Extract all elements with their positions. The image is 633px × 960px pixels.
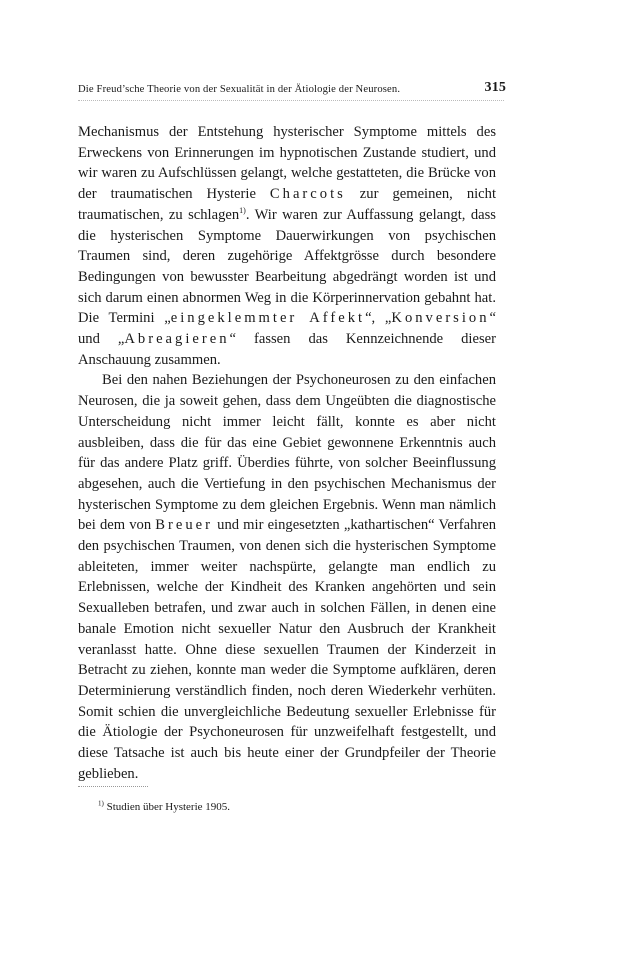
- footnote-text: Studien über Hysterie 1905.: [103, 801, 231, 813]
- text-run: . Wir waren zur Auffassung gelangt, dass die hysterischen Symptome Dauerwirkungen von psychischen Traumen sind, deren zugehörige Affektgrösse durch besondere Bedingungen von bewusster Bearbeitung abgedrängt worden ist und sich darum einen abnormen Weg in die Körperinnervation gebahnt hat. Die Termini „: [78, 206, 496, 327]
- term-konversion: Konversion: [391, 310, 490, 327]
- running-title: Die Freud’sche Theorie von der Sexualität in der Ätiologie der Neurosen.: [78, 84, 401, 95]
- term-eingeklemmter-affekt: eingeklemmter Affekt: [170, 310, 366, 327]
- name-breuer: Breuer: [155, 517, 213, 534]
- name-charcot: Charcots: [269, 186, 346, 203]
- text-run: und mir eingesetzten „kathartischen“ Verfahren den psychischen Traumen, von denen sich die hysterischen Symptome ableiteten, immer weiter nachspürte, gelangte man endlich zu Erlebnissen, welche der Kindheit des Kranken angehörten und sein Sexualleben betrafen, und zwar auch in solchen Fällen, in denen eine banale Emotion nicht sexueller Natur den Ausbruch der Krankheit veranlasst hatte. Ohne diese sexuellen Traumen der Kinderzeit in Betracht zu ziehen, konnte man weder die Symptome aufklären, deren Determinierung verständlich finden, noch deren Wiederkehr verhüten. Somit schien die unvergleichliche Bedeutung sexueller Erlebnisse für die Ätiologie der Psychoneurosen für unzweifelhaft festgestellt, und diese Tatsache ist auch bis heute einer der Grundpfeiler der Theorie geblieben.: [78, 517, 496, 782]
- text-run: “ und „: [78, 310, 496, 348]
- text-run: Bei den nahen Beziehungen der Psychoneurosen zu den einfachen Neurosen, die ja soweit gehen, dass dem Ungeübten die diagnostische Unterscheidung nicht immer leicht fällt, konnte es aber nicht ausbleiben, dass die für das eine Gebiet gewonnene Erkenntnis auch für das andere Platz griff. Überdies führte, von solcher Beeinflussung abgesehen, auch die Vertiefung in den psychischen Mechanismus der hysterischen Symptome zu dem gleichen Ergebnis. Wenn man nämlich bei dem von: [78, 372, 496, 534]
- paragraph-2: [78, 370, 496, 784]
- text-run: “ fassen das Kennzeichnende dieser Anschauung zusammen.: [78, 331, 496, 368]
- page-number: 315: [484, 80, 506, 95]
- footnote-marker: 1): [98, 799, 104, 808]
- footnote-rule: [78, 786, 148, 787]
- paragraph-1: [78, 122, 496, 370]
- header-rule: [78, 100, 504, 102]
- body-text: [78, 122, 496, 785]
- term-abreagieren: Abreagieren: [124, 331, 230, 348]
- footnote: [98, 801, 230, 814]
- footnote-reference: 1): [239, 205, 246, 215]
- running-header: [78, 80, 506, 95]
- text-run: Mechanismus der Entstehung hysterischer Symptome mittels des Erweckens von Erinnerungen im hypnotischen Zustande studiert, und wir waren zu Aufschlüssen gelangt, welche gestatteten, die Brücke von der traumatischen Hysterie: [78, 124, 496, 203]
- text-run: “, „: [365, 310, 392, 327]
- text-run: zur gemeinen, nicht traumatischen, zu schlagen: [78, 186, 496, 223]
